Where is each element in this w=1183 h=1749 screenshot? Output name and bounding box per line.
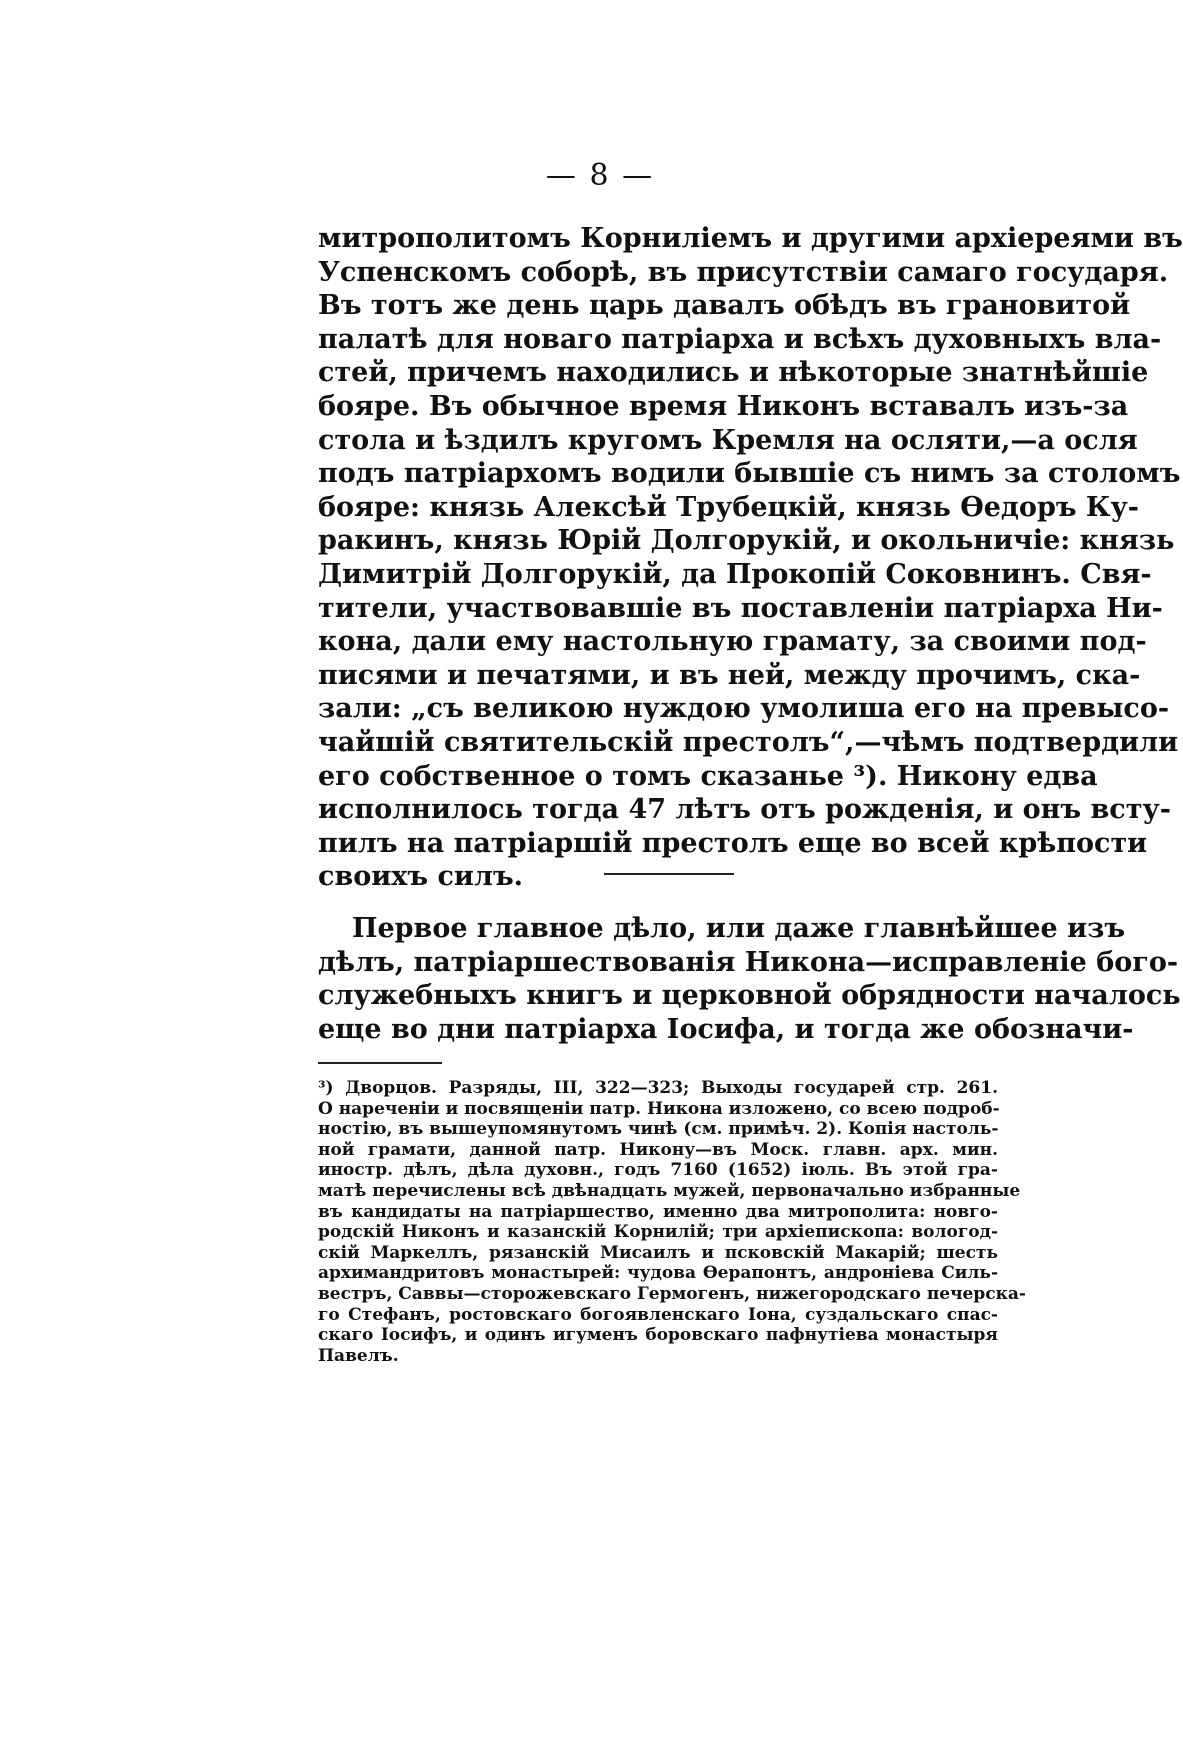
text-line: Въ тотъ же день царь давалъ обѣдъ въ грановитой: [318, 290, 1131, 322]
footnotes: [318, 1078, 1026, 1366]
text-line: бояре: князь Алексѣй Трубецкій, князь Өедоръ Ку-: [318, 491, 1139, 523]
footnote-line: ностію, въ вышеупомянутомъ чинѣ (см. примѣч. 2). Копія настоль-: [318, 1119, 999, 1140]
text-line: писями и печатями, и въ ней, между прочимъ, ска-: [318, 659, 1141, 691]
text-line: Успенскомъ соборѣ, въ присутствіи самаго государя.: [318, 256, 1169, 288]
text-line: дѣлъ, патріаршествованія Никона—исправленіе бого-: [318, 946, 1179, 978]
footnote-line: скій Маркеллъ, рязанскій Мисаилъ и псковскій Макарій; шесть: [318, 1242, 998, 1263]
text-line: служебныхъ книгъ и церковной обрядности началось: [318, 980, 1181, 1012]
footnote-line: родскій Никонъ и казанскій Корнилій; три архіепископа: вологод-: [318, 1222, 998, 1243]
footnote-rule: [318, 1062, 442, 1064]
footnote-line: вестръ, Саввы—сторожевскаго Гермогенъ, нижегородскаго печерска-: [318, 1283, 1026, 1304]
text-line: Первое главное дѣло, или даже главнѣйшее изъ: [352, 913, 1126, 944]
text-line: стей, причемъ находились и нѣкоторые знатнѣйшіе: [318, 357, 1149, 389]
text-line: митрополитомъ Корниліемъ и другими архіереями въ: [318, 223, 1183, 254]
text-line: Димитрій Долгорукій, да Прокопій Соковнинъ. Свя-: [318, 558, 1152, 590]
footnote-line: ной грамати, данной патр. Никону—въ Моск. главн. арх. мин.: [318, 1139, 998, 1160]
footnote-line: ³) Дворцов. Разряды, III, 322—323; Выходы государей стр. 261.: [318, 1078, 998, 1098]
section-divider: [604, 873, 734, 875]
footnote-line: архимандритовъ монастырей: чудова Өерапонтъ, андроніева Силь-: [318, 1263, 998, 1284]
text-line: зали: „съ великою нуждою умолиша его на превысо-: [318, 693, 1170, 725]
text-line: стола и ѣздилъ кругомъ Кремля на осляти,—а осля: [318, 424, 1138, 456]
page-number: — 8 —: [545, 158, 655, 193]
text-line: кона, дали ему настольную грамату, за своими под-: [318, 626, 1147, 658]
text-line: ракинъ, князь Юрій Долгорукій, и окольничіе: князь: [318, 525, 1175, 557]
text-line: тители, участвовавшіе въ поставленіи патріарха Ни-: [318, 592, 1163, 624]
footnote-line: скаго Іосифъ, и одинъ игуменъ боровскаго пафнутіева монастыря: [318, 1325, 998, 1346]
text-line: бояре. Въ обычное время Никонъ вставалъ изъ-за: [318, 390, 1129, 422]
footnote-line: матѣ перечислены всѣ двѣнадцать мужей, первоначально избранные: [318, 1180, 1021, 1201]
footnote-line: Павелъ.: [318, 1345, 399, 1366]
footnote-line: О нареченіи и посвященіи патр. Никона изложено, со всею подроб-: [318, 1098, 1000, 1119]
text-line: его собственное о томъ сказанье ³). Никону едва: [318, 760, 1098, 792]
text-line: палатѣ для новаго патріарха и всѣхъ духовныхъ вла-: [318, 323, 1162, 355]
text-line: пилъ на патріаршій престолъ еще во всей крѣпости: [318, 827, 1148, 859]
footnote-line: го Стефанъ, ростовскаго богоявленскаго Іона, суздальскаго спас-: [318, 1304, 998, 1325]
text-line: еще во дни патріарха Іосифа, и тогда же обозначи-: [318, 1013, 1134, 1045]
main-paragraph-2: [318, 912, 1181, 1046]
text-line: подъ патріархомъ водили бывшіе съ нимъ за столомъ: [318, 458, 1181, 490]
text-line: чайшій святительскій престолъ“,—чѣмъ подтвердили: [318, 726, 1179, 758]
text-line: исполнилось тогда 47 лѣтъ отъ рожденія, и онъ всту-: [318, 794, 1171, 826]
footnote-line: иностр. дѣлъ, дѣла духовн., годъ 7160 (1652) іюль. Въ этой гра-: [318, 1160, 998, 1181]
footnote-line: въ кандидаты на патріаршество, именно два митрополита: новго-: [318, 1201, 998, 1222]
main-paragraph-1: [318, 222, 1183, 894]
text-line: своихъ силъ.: [318, 861, 524, 893]
